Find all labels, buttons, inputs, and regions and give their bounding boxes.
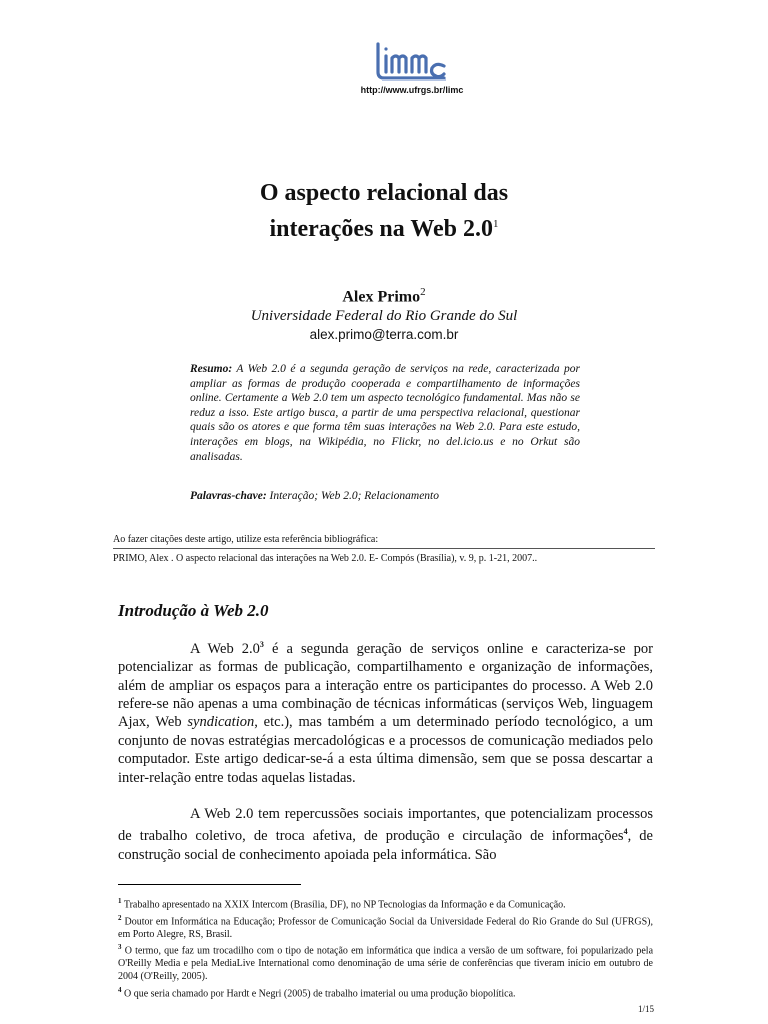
paragraph-2: A Web 2.0 tem repercussões sociais importantes, que potencializam processos de trabalho coletivo, de troca afetiva, de produção e circulação de informações$^4$, de construção social de conhecimento apoiada pela informática. São [118,806,653,863]
section-heading: Introdução à Web 2.0 [118,601,269,620]
keywords [190,490,580,502]
footnote-ref-3: 3 [259,640,264,649]
footnote-item: $^4$ O que seria chamado por Hardt e Negri (2005) de trabalho imaterial ou uma produção biopolítica. [118,985,516,999]
italic-term: syndication [187,714,255,731]
footnote-ref-4: 4 [623,827,628,837]
abstract-label: Resumo: [190,363,233,375]
paper-title [0,178,768,245]
citation-reference: PRIMO, Alex . O aspecto relacional das interações na Web 2.0. E- Compós (Brasília), v. 9, p. 1-21, 2007.. [113,553,538,564]
title-line-1: O aspecto relacional das [259,180,509,206]
title-footnote-mark: 1 [493,218,499,230]
keywords-label: Palavras-chave: [190,490,267,502]
footnote-item: $^2$ Doutor em Informática na Educação; Professor de Comunicação Social da Universidade Federal do Rio Grande do Sul (UFRGS), em Porto Alegre, RS, Brasil. [118,913,654,940]
title-line-2: interações na Web $2.0^1$ [269,216,499,242]
footnote-divider [118,884,301,885]
abstract-text: A Web 2.0 é a segunda geração de serviços na rede, caracterizada por ampliar as formas de produção cooperada e compartilhamento de informações online. Certamente a Web 2.0 tem um aspecto tecnológico fundamental. Mas não se reduz a isso. Este artigo busca, a partir de uma perspectiva relacional, questionar quais são os atores e que forma têm suas interações na Web 2.0. Para este estudo, interações em blogs, na Wikipédia, no Flickr, no del.icio.us e no Orkut são analisadas. [190,363,580,463]
footnote-item: $^1$ Trabalho apresentado na XXIX Intercom (Brasília, DF), no NP Tecnologias da Informação e da Comunicação. [118,897,566,911]
abstract [190,362,580,464]
header-url[interactable]: http://www.ufrgs.br/limc [360,85,464,95]
keywords-text: Interação; Web 2.0; Relacionamento [269,490,440,502]
author-affiliation: Universidade Federal do Rio Grande do Sul [250,308,518,324]
paragraph-1: A Web $2.0^3$ é a segunda geração de serviços online e caracteriza-se por potencializar as formas de publicação, compartilhamento e organização de informações, além de ampliar os espaços para a interação entre os participantes do processo. A Web 2.0 refere-se não apenas a uma combinação de técnicas informáticas (serviços Web, linguagem Ajax, Web syndication, etc.), mas também a um determinado período tecnológico, a um conjunto de novas estratégias mercadológicas e a processos de comunicação mediados pelo computador. Este artigo dedicar-se-á a esta última dimensão, sem que se possa descartar a inter-relação entre todas aquelas listadas. [118,640,653,786]
citation-note: Ao fazer citações deste artigo, utilize esta referência bibliográfica: [113,534,379,545]
citation-divider [113,548,655,549]
page-number: 1/15 [637,1004,654,1014]
limc-logo-icon [372,40,452,86]
footnotes [118,895,653,1000]
author-name: Alex Primo$^2$ [342,286,426,306]
author-email[interactable]: alex.primo@terra.com.br [309,327,459,342]
footnote-item: $^3$ O termo, que faz um trocadilho com o tipo de notação em informática que indica a versão de um software, foi popularizado pela O'Reilly Media e pela MediaLive International como denominação de uma série de conferências que tiveram início em outubro de 2004 (O'Reilly, 2005). [118,943,654,982]
author-footnote-mark: 2 [420,286,426,298]
